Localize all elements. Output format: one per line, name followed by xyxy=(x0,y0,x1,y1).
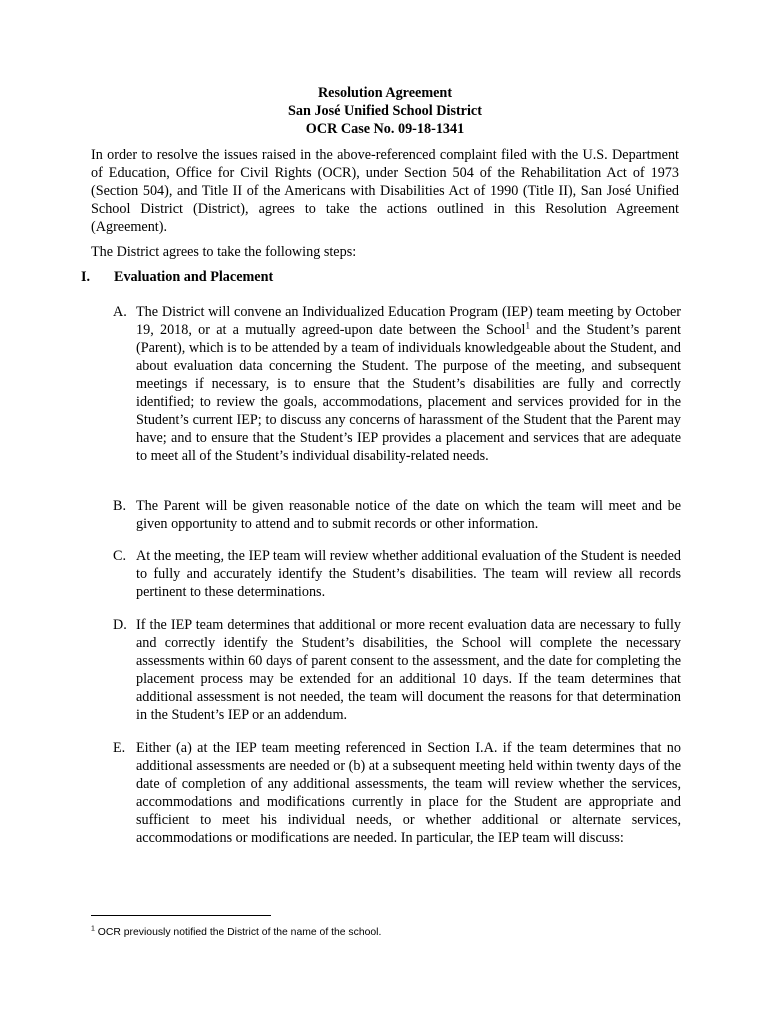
case-number: OCR Case No. 09-18-1341 xyxy=(305,121,465,137)
item-letter: B. xyxy=(113,498,127,514)
footnote-divider xyxy=(91,915,271,916)
item-text xyxy=(136,303,681,465)
district-name: San José Unified School District xyxy=(288,103,482,119)
steps-intro: The District agrees to take the following steps: xyxy=(91,244,357,260)
footnote xyxy=(91,926,381,939)
footnote-reference: 1 xyxy=(525,320,530,331)
list-item-b xyxy=(113,497,681,533)
footnote-text: OCR previously notified the District of the name of the school. xyxy=(94,927,382,938)
item-text: The Parent will be given reasonable notice of the date on which the team will meet and be given opportunity to attend and to submit records or other information. xyxy=(136,498,681,532)
item-text: If the IEP team determines that additional or more recent evaluation data are necessary to fully and correctly identify the Student’s disabilities, the School will complete the necessary assessments within 60 days of parent consent to the assessment, and the date for completing the placement process may be extended for an additional 10 days. If the team determines that additional assessment is not needed, the team will document the reasons for that determination in the Student’s IEP or an addendum. xyxy=(136,617,681,723)
item-text: At the meeting, the IEP team will review whether additional evaluation of the Student is needed to fully and accurately identify the Student’s disabilities. The team will review all records pertinent to these determinations. xyxy=(136,548,681,600)
list-item-d xyxy=(113,616,681,724)
list-item-c xyxy=(113,547,681,601)
item-text-part: and the Student’s parent (Parent), which is to be attended by a team of individuals knowledgeable about the Student, and about evaluation data concerning the Student. The purpose of the meeting, and subsequent meetings if necessary, is to ensure that the Student’s disabilities are fully and correctly identified; to review the goals, accommodations, placement and services provided for in the Student’s current IEP; to discuss any concerns of harassment of the Student that the Parent may have; and to ensure that the Student’s IEP provides a placement and services that are adequate to meet all of the Student’s individual disability-related needs. xyxy=(136,322,681,464)
item-letter: E. xyxy=(113,740,126,756)
item-letter: C. xyxy=(113,548,127,564)
intro-paragraph: In order to resolve the issues raised in the above-referenced complaint filed with the U.S. Department of Education, Office for Civil Rights (OCR), under Section 504 of the Rehabilitation Act of 1973 (Section 504), and Title II of the Americans with Disabilities Act of 1990 (Title II), San José Unified School District (District), agrees to take the actions outlined in this Resolution Agreement (Agreement). xyxy=(91,147,679,235)
section-number: I. xyxy=(81,269,91,285)
item-letter: A. xyxy=(113,304,127,320)
item-text: Either (a) at the IEP team meeting referenced in Section I.A. if the team determines that no additional assessments are needed or (b) at a subsequent meeting held within twenty days of the date of completion of any additional assessments, the team will review whether the services, accommodations and modifications currently in place for the Student are appropriate and sufficient to meet his individual needs, or whether additional or alternate services, accommodations or modifications are needed. In particular, the IEP team will discuss: xyxy=(136,740,681,846)
document-title: Resolution Agreement xyxy=(317,85,453,101)
title-block xyxy=(0,84,770,138)
list-item-a xyxy=(113,303,681,465)
item-text-part: The District will convene an Individualized Education Program (IEP) team meeting by October 19, 2018, or at a mutually agreed-upon date between the School xyxy=(136,304,681,338)
list-item-e xyxy=(113,739,681,847)
footnote-number: 1 xyxy=(91,925,95,933)
section-title: Evaluation and Placement xyxy=(114,269,274,285)
item-letter: D. xyxy=(113,617,127,633)
